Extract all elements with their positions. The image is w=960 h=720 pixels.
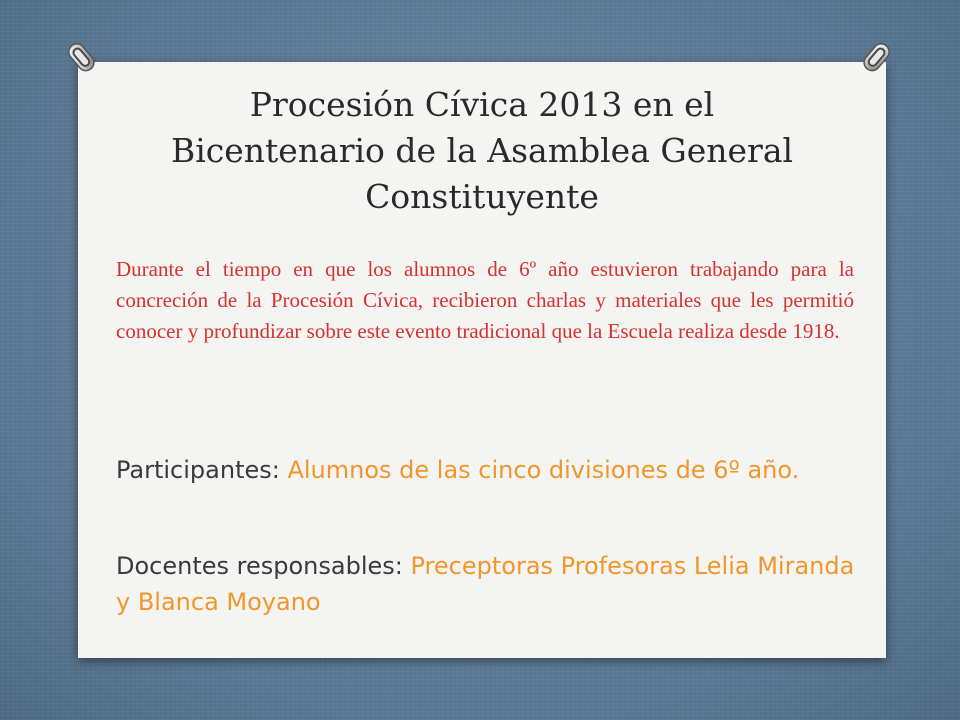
title-line: Constituyente (365, 177, 599, 216)
pushpin-icon (62, 38, 102, 78)
slide-title (78, 82, 886, 220)
title-line: Bicentenario de la Asamblea General (170, 131, 794, 170)
teachers-value: Preceptoras Profesoras Lelia Miranda y Blanca Moyano (116, 552, 855, 616)
intro-paragraph: Durante el tiempo en que los alumnos de 6º año estuvieron trabajando para la concreción de la Procesión Cívica, recibieron charlas y materiales que les permitió conocer y profundizar sobre este evento tradicional que la Escuela realiza desde 1918. (116, 257, 854, 343)
slide-card (78, 62, 886, 658)
teachers-line (116, 548, 856, 620)
pushpin-icon (856, 38, 896, 78)
participants-line (116, 452, 856, 488)
participants-value: Alumnos de las cinco divisiones de 6º año. (287, 456, 800, 484)
title-line: Procesión Cívica 2013 en el (249, 85, 715, 124)
teachers-label: Docentes responsables: (116, 552, 403, 580)
participants-label: Participantes: (116, 456, 280, 484)
